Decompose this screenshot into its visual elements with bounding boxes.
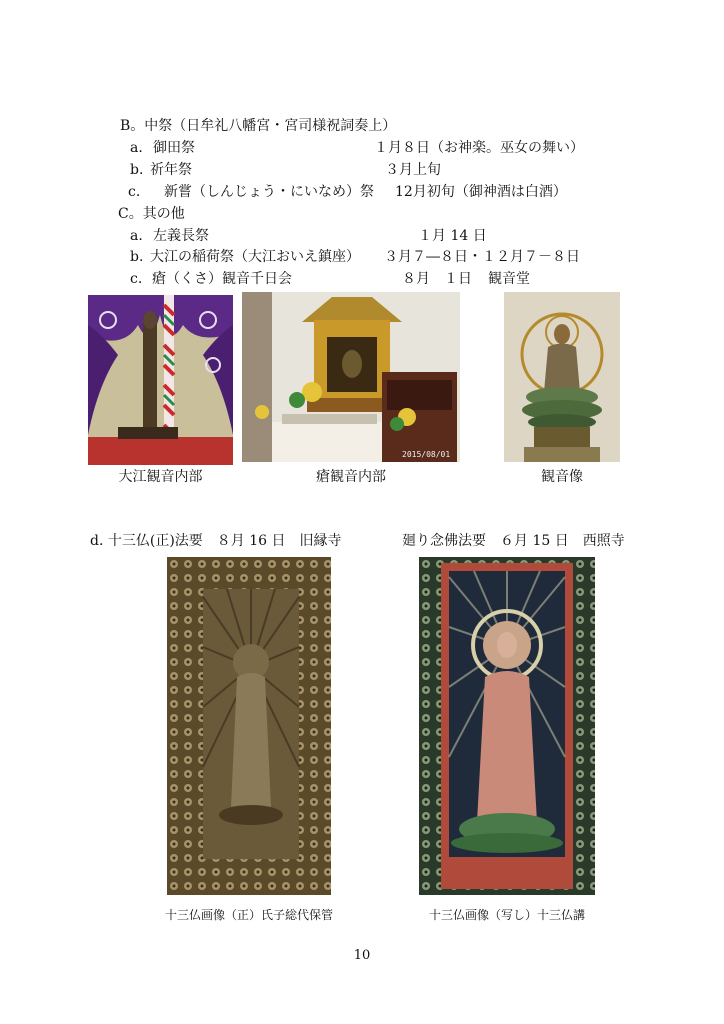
page-number: 10 <box>353 948 371 963</box>
caption-jusanbutsu-original: 十三仏画像（正）氏子総代保管 <box>164 908 333 922</box>
section-b-item-b-date: ３月上旬 <box>385 162 441 178</box>
caption-oe-kannon-interior: 大江観音内部 <box>118 469 203 485</box>
scroll-jusanbutsu-original <box>167 557 331 895</box>
scroll-jusanbutsu-copy <box>419 557 595 895</box>
section-c-item-c-place: 観音堂 <box>488 271 530 287</box>
section-b-heading: B。中祭（日牟礼八幡宮・宮司様祝詞奏上） <box>120 118 397 134</box>
section-c-item-a-name: 左義長祭 <box>153 228 209 244</box>
event-d-left: d. 十三仏(正)法要 ８月 16 日 旧縁寺 <box>90 533 342 549</box>
section-b-item-b-letter: b. <box>130 162 144 178</box>
caption-kasa-kannon-interior: 瘡観音内部 <box>316 469 386 485</box>
event-d-right: 廻り念佛法要 ６月 15 日 西照寺 <box>402 533 625 549</box>
section-b-item-a-date: １月８日（お神楽。巫女の舞い） <box>374 140 584 156</box>
section-c-item-c-letter: c. <box>130 271 143 287</box>
section-c-item-a-letter: a. <box>130 228 143 244</box>
section-c-item-c-date: ８月 １日 <box>402 271 472 287</box>
section-c-heading: C。其の他 <box>118 206 185 222</box>
photo-kannon-statue <box>504 292 620 462</box>
section-b-item-a-name: 御田祭 <box>153 140 195 156</box>
photo-oe-kannon-interior <box>88 295 233 465</box>
section-c-item-b-letter: b. <box>130 249 144 265</box>
section-b-item-c-date: 12月初旬（御神酒は白酒） <box>395 184 567 200</box>
caption-kannon-statue: 観音像 <box>541 469 583 485</box>
section-c-item-a-date: １月 14 日 <box>418 228 487 244</box>
photo-kasa-kannon-interior <box>242 292 460 462</box>
photo-date-stamp: 2015/08/01 <box>402 450 451 459</box>
section-b-item-b-name: 祈年祭 <box>150 162 192 178</box>
section-b-item-c-name: 新嘗（しんじょう・にいなめ）祭 <box>164 184 374 200</box>
section-b-item-c-letter: c. <box>128 184 141 200</box>
section-b-item-a-letter: a. <box>130 140 143 156</box>
section-c-item-b-name: 大江の稲荷祭（大江おいえ鎮座） <box>150 249 360 265</box>
caption-jusanbutsu-copy: 十三仏画像（写し）十三仏講 <box>428 908 585 922</box>
section-c-item-c-name: 瘡（くさ）観音千日会 <box>152 271 292 287</box>
section-c-item-b-date: ３月７―８日・１２月７－８日 <box>384 249 580 265</box>
